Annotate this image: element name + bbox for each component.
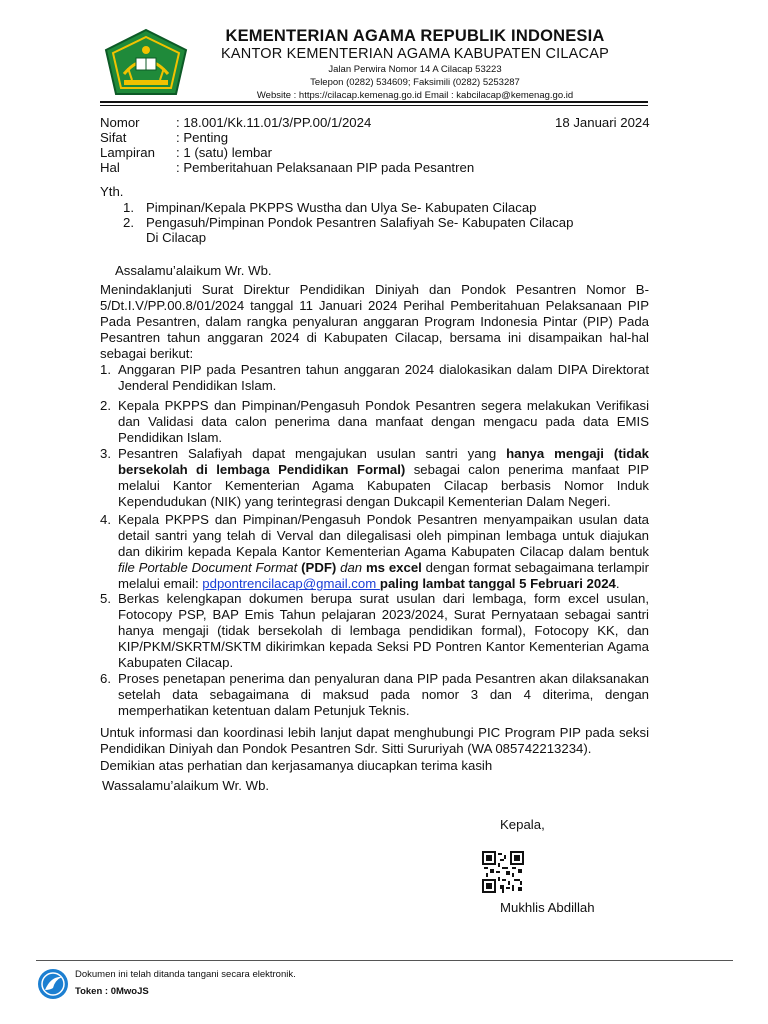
signatory-name: Mukhlis Abdillah bbox=[500, 900, 595, 915]
deadline-text: paling lambat tanggal 5 Februari 2024 bbox=[379, 576, 616, 592]
office-phone: Telepon (0282) 534609; Faksimili (0282) 5253287 bbox=[310, 77, 520, 88]
greeting: Assalamu’alaikum Wr. Wb. bbox=[115, 263, 272, 278]
meta-value: : 1 (satu) lembar bbox=[176, 145, 273, 160]
kemenag-logo-icon bbox=[102, 28, 190, 98]
signature-title: Kepala, bbox=[500, 817, 545, 832]
office-title: KANTOR KEMENTERIAN AGAMA KABUPATEN CILACAP bbox=[221, 46, 609, 62]
point-text-italic: file Portable Document Format bbox=[118, 560, 298, 576]
closing-salutation: Wassalamu’alaikum Wr. Wb. bbox=[102, 778, 270, 793]
footer-divider bbox=[36, 960, 733, 961]
meta-value: : 18.001/Kk.11.01/3/PP.00/1/2024 bbox=[176, 115, 372, 130]
recipients-salutation: Yth. bbox=[100, 184, 124, 199]
office-address: Jalan Perwira Nomor 14 A Cilacap 53223 bbox=[328, 64, 502, 75]
footer-token: Token : 0MwoJS bbox=[75, 986, 149, 997]
email-link[interactable]: pdpontrencilacap@gmail.com bbox=[202, 576, 380, 592]
bsre-badge-icon bbox=[37, 968, 69, 1000]
recipient-number: 1. bbox=[123, 200, 134, 215]
point-number: 1. bbox=[100, 362, 111, 377]
letterhead-rule-thin bbox=[100, 105, 648, 106]
point-text-bold: (PDF) bbox=[297, 560, 337, 576]
meta-value: : Pemberitahuan Pelaksanaan PIP pada Pesantren bbox=[176, 160, 475, 175]
point-text: Kepala PKPPS dan Pimpinan/Pengasuh Pondok Pesantren segera melakukan Verifikasi dan Validasi data calon penerima dana manfaat dengan mengacu pada data EMIS Pendidikan Islam. bbox=[118, 398, 649, 446]
meta-key: Nomor bbox=[100, 115, 140, 130]
meta-value: : Penting bbox=[176, 130, 229, 145]
point-text-part: sebagai calon penerima manfaat PIP melalui Kantor Kementerian Agama Kabupaten Cilacap berbasis Nomor Induk Kependudukan (NIK) yang terintegrasi dengan Dukcapil Kementerian Dalam Negeri. bbox=[118, 462, 649, 510]
point-text-bold: hanya mengaji (tidak bersekolah di lembaga Pendidikan Formal) bbox=[118, 446, 649, 478]
point-text bbox=[118, 446, 649, 510]
point-text-part: Pesantren Salafiyah dapat mengajukan usulan santri yang bbox=[118, 446, 507, 461]
point-text: Proses penetapan penerima dan penyaluran dana PIP pada Pesantren akan dilaksanakan setelah data sebagaimana di maksud pada nomor 3 dan 4 diterima, dengan memperhatikan ketentuan dalam Petunjuk Teknis. bbox=[118, 671, 649, 719]
point-text-part: . bbox=[615, 576, 620, 592]
qr-code-icon bbox=[482, 851, 524, 893]
meta-key: Sifat bbox=[100, 130, 127, 145]
thanks-text: Demikian atas perhatian dan kerjasamanya diucapkan terima kasih bbox=[100, 758, 493, 773]
point-text: Anggaran PIP pada Pesantren tahun anggaran 2024 dialokasikan dalam DIPA Direktorat Jenderal Pendidikan Islam. bbox=[118, 362, 649, 394]
point-text-part: dengan format sebagaimana terlampir melalui email: bbox=[118, 560, 649, 592]
meta-key: Hal bbox=[100, 160, 120, 175]
letterhead-rule-thick bbox=[100, 101, 648, 103]
point-text bbox=[118, 512, 649, 592]
point-text: Berkas kelengkapan dokumen berupa surat usulan dari lembaga, form excel usulan, Fotocopy PSP, BAP Emis Tahun pelajaran 2023/2024, Surat Pernyataan sebagai santri hanya mengaji (tidak bersekolah di lembaga pendidikan formal), Fotocopy KK, dan KIP/PKM/SKRTM/SKTM dikirimkan kepada Seksi PD Pontren Kantor Kementerian Agama Kabupaten Cilacap. bbox=[118, 591, 649, 671]
office-web-email: Website : https://cilacap.kemenag.go.id Email : kabcilacap@kemenag.go.id bbox=[256, 90, 574, 101]
letterhead bbox=[190, 26, 640, 102]
point-text-bold: ms excel bbox=[365, 560, 422, 576]
point-number: 2. bbox=[100, 398, 111, 413]
recipient-number: 2. bbox=[123, 215, 134, 230]
intro-paragraph: Menindaklanjuti Surat Direktur Pendidikan Diniyah dan Pondok Pesantren Nomor B-5/Dt.I.V/PP.00.8/01/2024 tanggal 11 Januari 2024 Perihal Pemberitahuan Pelaksanaan PIP Pada Pesantren, dalam rangka penyaluran anggaran Program Indonesia Pintar (PIP) Pada Pesantren tahun anggaran 2024 di Kabupaten Cilacap, bersama ini disampaikan hal-hal sebagai berikut: bbox=[100, 282, 649, 362]
meta-key: Lampiran bbox=[100, 145, 155, 160]
info-paragraph: Untuk informasi dan koordinasi lebih lanjut dapat menghubungi PIC Program PIP pada seksi Pendidikan Diniyah dan Pondok Pesantren Sdr. Sitti Sururiyah (WA 085742213234). bbox=[100, 725, 649, 757]
recipient-item: Pengasuh/Pimpinan Pondok Pesantren Salafiyah Se- Kabupaten Cilacap bbox=[146, 215, 574, 230]
recipient-location: Di Cilacap bbox=[146, 230, 207, 245]
point-number: 4. bbox=[100, 512, 111, 527]
ministry-title: KEMENTERIAN AGAMA REPUBLIK INDONESIA bbox=[225, 27, 605, 45]
point-number: 6. bbox=[100, 671, 111, 686]
point-number: 5. bbox=[100, 591, 111, 606]
recipient-item: Pimpinan/Kepala PKPPS Wustha dan Ulya Se- Kabupaten Cilacap bbox=[146, 200, 537, 215]
point-text-part: Kepala PKPPS dan Pimpinan/Pengasuh Pondok Pesantren menyampaikan usulan data detail santri yang telah di Verval dan dilegalisasi oleh pimpinan lembaga untuk diajukan dan dikirim kepada Kepala Kantor Kementerian Agama Kabupaten Cilacap dalam bentuk bbox=[118, 512, 649, 560]
letter-date: 18 Januari 2024 bbox=[555, 115, 650, 130]
point-number: 3. bbox=[100, 446, 111, 461]
point-text-italic: dan bbox=[336, 560, 366, 576]
footer-note: Dokumen ini telah ditanda tangani secara elektronik. bbox=[75, 969, 296, 980]
